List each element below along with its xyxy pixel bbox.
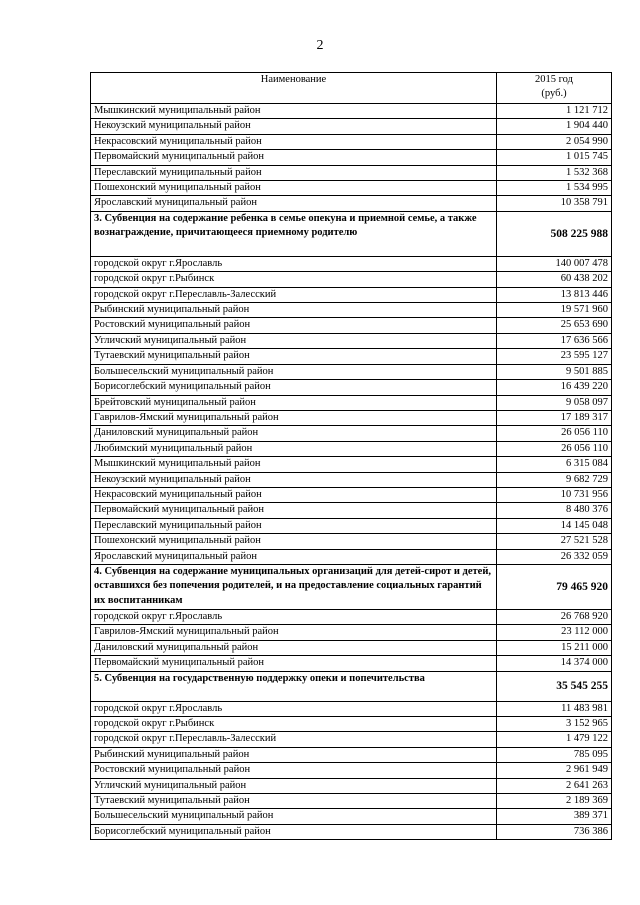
municipality-name: Мышкинский муниципальный район [91, 104, 497, 119]
amount-value: 2 189 369 [497, 794, 612, 809]
table-row [91, 196, 612, 211]
amount-value: 10 358 791 [497, 196, 612, 211]
table-row [91, 426, 612, 441]
column-header-name: Наименование [91, 73, 497, 104]
table-row [91, 165, 612, 180]
table-row [91, 549, 612, 564]
municipality-name: Рыбинский муниципальный район [91, 303, 497, 318]
municipality-name: Ростовский муниципальный район [91, 763, 497, 778]
municipality-name: Даниловский муниципальный район [91, 426, 497, 441]
municipality-name: Переславский муниципальный район [91, 518, 497, 533]
municipality-name: городской округ г.Переславль-Залесский [91, 732, 497, 747]
subvention-table [90, 72, 612, 840]
municipality-name: Первомайский муниципальный район [91, 503, 497, 518]
municipality-name: Переславский муниципальный район [91, 165, 497, 180]
table-row [91, 824, 612, 839]
amount-value: 25 653 690 [497, 318, 612, 333]
table-row [91, 534, 612, 549]
amount-value: 17 636 566 [497, 333, 612, 348]
table-row [91, 364, 612, 379]
municipality-name: Тутаевский муниципальный район [91, 794, 497, 809]
municipality-name: Некоузский муниципальный район [91, 472, 497, 487]
amount-value: 2 961 949 [497, 763, 612, 778]
amount-value: 1 904 440 [497, 119, 612, 134]
municipality-name: Некрасовский муниципальный район [91, 487, 497, 502]
municipality-name: городской округ г.Рыбинск [91, 717, 497, 732]
municipality-name: Даниловский муниципальный район [91, 640, 497, 655]
amount-value: 9 058 097 [497, 395, 612, 410]
table-row [91, 732, 612, 747]
amount-value: 26 332 059 [497, 549, 612, 564]
table-row [91, 763, 612, 778]
amount-value: 6 315 084 [497, 457, 612, 472]
section-total: 35 545 255 [497, 671, 612, 701]
table-row [91, 395, 612, 410]
municipality-name: Мышкинский муниципальный район [91, 457, 497, 472]
table-row [91, 119, 612, 134]
municipality-name: Некрасовский муниципальный район [91, 134, 497, 149]
municipality-name: Угличский муниципальный район [91, 778, 497, 793]
amount-value: 16 439 220 [497, 380, 612, 395]
amount-value: 8 480 376 [497, 503, 612, 518]
table-row [91, 410, 612, 425]
municipality-name: Пошехонский муниципальный район [91, 181, 497, 196]
municipality-name: Большесельский муниципальный район [91, 364, 497, 379]
municipality-name: Гаврилов-Ямский муниципальный район [91, 625, 497, 640]
table-body [91, 104, 612, 840]
amount-value: 26 056 110 [497, 441, 612, 456]
table-row [91, 747, 612, 762]
amount-value: 1 015 745 [497, 150, 612, 165]
table-row [91, 318, 612, 333]
amount-value: 23 595 127 [497, 349, 612, 364]
table-row [91, 104, 612, 119]
section-row [91, 564, 612, 609]
amount-value: 9 501 885 [497, 364, 612, 379]
table-row [91, 380, 612, 395]
amount-value: 1 479 122 [497, 732, 612, 747]
amount-value: 1 534 995 [497, 181, 612, 196]
municipality-name: Угличский муниципальный район [91, 333, 497, 348]
amount-value: 14 374 000 [497, 656, 612, 671]
table-row [91, 503, 612, 518]
table-row [91, 656, 612, 671]
section-row [91, 671, 612, 701]
table-row [91, 487, 612, 502]
municipality-name: Ростовский муниципальный район [91, 318, 497, 333]
table-row [91, 333, 612, 348]
municipality-name: Борисоглебский муниципальный район [91, 380, 497, 395]
section-title: 4. Субвенция на содержание муниципальных организаций для детей-сирот и детей, оставшихся без попечения родителей, и на предоставление социальных гарантий их воспитанникам [91, 564, 497, 609]
municipality-name: Тутаевский муниципальный район [91, 349, 497, 364]
table-row [91, 134, 612, 149]
table-row [91, 717, 612, 732]
amount-value: 1 532 368 [497, 165, 612, 180]
section-title: 3. Субвенция на содержание ребенка в семье опекуна и приемной семье, а также вознаграждение, причитающееся приемному родителю [91, 211, 497, 256]
table-row [91, 303, 612, 318]
amount-value: 26 768 920 [497, 609, 612, 624]
table-row [91, 640, 612, 655]
municipality-name: городской округ г.Рыбинск [91, 272, 497, 287]
page-number: 2 [316, 38, 324, 53]
municipality-name: Гаврилов-Ямский муниципальный район [91, 410, 497, 425]
table-row [91, 181, 612, 196]
amount-value: 27 521 528 [497, 534, 612, 549]
amount-value: 736 386 [497, 824, 612, 839]
amount-value: 785 095 [497, 747, 612, 762]
municipality-name: Некоузский муниципальный район [91, 119, 497, 134]
section-title: 5. Субвенция на государственную поддержку опеки и попечительства [91, 671, 497, 701]
municipality-name: городской округ г.Ярославль [91, 609, 497, 624]
column-header-year [497, 73, 612, 104]
table-row [91, 150, 612, 165]
amount-value: 1 121 712 [497, 104, 612, 119]
table-row [91, 518, 612, 533]
municipality-name: Первомайский муниципальный район [91, 656, 497, 671]
table-row [91, 349, 612, 364]
municipality-name: Любимский муниципальный район [91, 441, 497, 456]
amount-value: 23 112 000 [497, 625, 612, 640]
municipality-name: Большесельский муниципальный район [91, 809, 497, 824]
header-year: 2015 год [535, 74, 573, 85]
municipality-name: Первомайский муниципальный район [91, 150, 497, 165]
amount-value: 9 682 729 [497, 472, 612, 487]
table-header-row [91, 73, 612, 104]
amount-value: 2 054 990 [497, 134, 612, 149]
amount-value: 14 145 048 [497, 518, 612, 533]
municipality-name: Рыбинский муниципальный район [91, 747, 497, 762]
table-row [91, 625, 612, 640]
amount-value: 13 813 446 [497, 287, 612, 302]
amount-value: 17 189 317 [497, 410, 612, 425]
table-row [91, 441, 612, 456]
amount-value: 60 438 202 [497, 272, 612, 287]
amount-value: 10 731 956 [497, 487, 612, 502]
amount-value: 389 371 [497, 809, 612, 824]
table-row [91, 472, 612, 487]
amount-value: 19 571 960 [497, 303, 612, 318]
amount-value: 3 152 965 [497, 717, 612, 732]
amount-value: 26 056 110 [497, 426, 612, 441]
header-unit: (руб.) [541, 88, 567, 100]
table-row [91, 272, 612, 287]
municipality-name: городской округ г.Ярославль [91, 701, 497, 716]
amount-value: 2 641 263 [497, 778, 612, 793]
table-row [91, 809, 612, 824]
amount-value: 11 483 981 [497, 701, 612, 716]
table-row [91, 794, 612, 809]
table-row [91, 609, 612, 624]
section-total: 79 465 920 [497, 564, 612, 609]
table-row [91, 457, 612, 472]
table-row [91, 778, 612, 793]
municipality-name: городской округ г.Ярославль [91, 256, 497, 271]
table-row [91, 256, 612, 271]
table-row [91, 701, 612, 716]
municipality-name: Брейтовский муниципальный район [91, 395, 497, 410]
municipality-name: Ярославский муниципальный район [91, 549, 497, 564]
amount-value: 15 211 000 [497, 640, 612, 655]
table-row [91, 287, 612, 302]
section-total: 508 225 988 [497, 211, 612, 256]
municipality-name: Пошехонский муниципальный район [91, 534, 497, 549]
municipality-name: Ярославский муниципальный район [91, 196, 497, 211]
municipality-name: Борисоглебский муниципальный район [91, 824, 497, 839]
municipality-name: городской округ г.Переславль-Залесский [91, 287, 497, 302]
section-row [91, 211, 612, 256]
amount-value: 140 007 478 [497, 256, 612, 271]
